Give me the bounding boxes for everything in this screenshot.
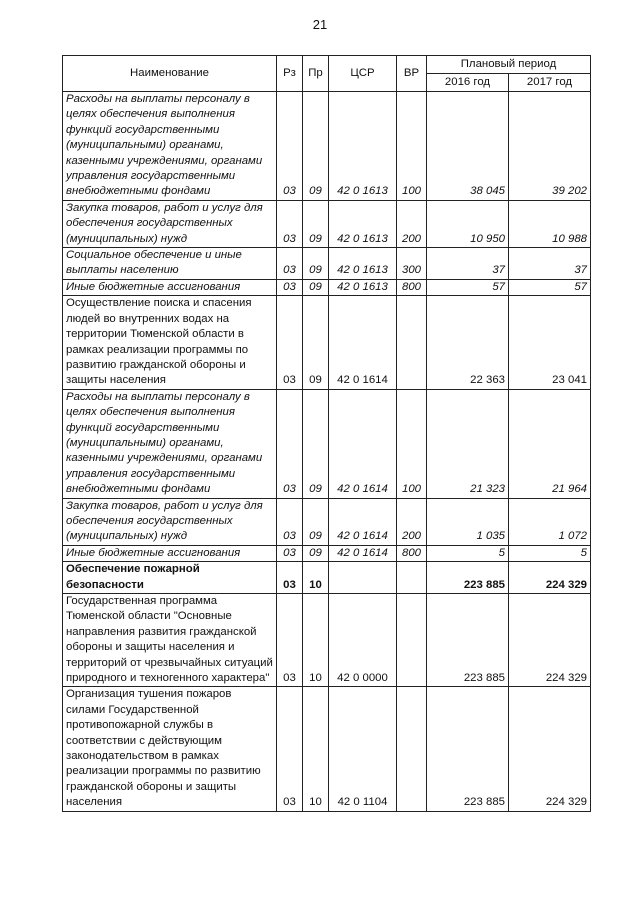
row-vr: 200 (397, 200, 427, 247)
row-2017: 57 (509, 279, 591, 295)
row-2017: 21 964 (509, 389, 591, 498)
table-row (63, 279, 591, 295)
row-csr: 42 0 1104 (329, 687, 397, 811)
row-vr: 300 (397, 248, 427, 280)
row-vr: 800 (397, 279, 427, 295)
row-rz: 03 (277, 200, 303, 247)
row-2017: 37 (509, 248, 591, 280)
row-pr: 10 (303, 594, 329, 687)
row-2016: 37 (427, 248, 509, 280)
header-csr: ЦСР (329, 56, 397, 92)
row-name: Иные бюджетные ассигнования (63, 545, 277, 561)
row-csr: 42 0 1613 (329, 92, 397, 201)
row-name: Закупка товаров, работ и услуг для обеспечения государственных (муниципальных) нужд (63, 200, 277, 247)
row-csr: 42 0 1614 (329, 498, 397, 545)
header-plan-period: Плановый период (427, 56, 591, 74)
row-rz: 03 (277, 279, 303, 295)
row-vr (397, 562, 427, 594)
table-row (63, 92, 591, 201)
header-2016: 2016 год (427, 74, 509, 92)
row-csr: 42 0 1614 (329, 389, 397, 498)
row-2016: 223 885 (427, 562, 509, 594)
row-rz: 03 (277, 594, 303, 687)
row-2016: 1 035 (427, 498, 509, 545)
row-vr: 100 (397, 92, 427, 201)
row-2016: 223 885 (427, 687, 509, 811)
table-row (63, 389, 591, 498)
table-row (63, 545, 591, 561)
row-2017: 224 329 (509, 594, 591, 687)
row-rz: 03 (277, 498, 303, 545)
row-rz: 03 (277, 389, 303, 498)
row-2016: 57 (427, 279, 509, 295)
row-2016: 5 (427, 545, 509, 561)
row-csr: 42 0 1613 (329, 248, 397, 280)
row-2017: 224 329 (509, 687, 591, 811)
row-name: Социальное обеспечение и иные выплаты населению (63, 248, 277, 280)
row-vr (397, 296, 427, 389)
table-row (63, 296, 591, 389)
header-2017: 2017 год (509, 74, 591, 92)
row-rz: 03 (277, 248, 303, 280)
row-vr (397, 687, 427, 811)
row-name: Расходы на выплаты персоналу в целях обеспечения выполнения функций государственными (муниципальными) органами, казенными учреждениями, органами управления государственными внебюджетными фондами (63, 92, 277, 201)
row-name: Иные бюджетные ассигнования (63, 279, 277, 295)
page-number: 21 (312, 17, 328, 32)
table-row (63, 498, 591, 545)
row-name: Государственная программа Тюменской области "Основные направления развития гражданской обороны и защиты населения и территорий от чрезвычайных ситуаций природного и техногенного характера" (63, 594, 277, 687)
row-rz: 03 (277, 687, 303, 811)
row-pr: 09 (303, 200, 329, 247)
row-2016: 21 323 (427, 389, 509, 498)
row-csr: 42 0 0000 (329, 594, 397, 687)
row-pr: 09 (303, 389, 329, 498)
row-2017: 39 202 (509, 92, 591, 201)
row-vr: 800 (397, 545, 427, 561)
row-name: Закупка товаров, работ и услуг для обеспечения государственных (муниципальных) нужд (63, 498, 277, 545)
row-2016: 223 885 (427, 594, 509, 687)
row-2017: 10 988 (509, 200, 591, 247)
row-csr: 42 0 1613 (329, 200, 397, 247)
header-rz: Рз (277, 56, 303, 92)
row-2017: 224 329 (509, 562, 591, 594)
row-pr: 09 (303, 296, 329, 389)
row-pr: 10 (303, 687, 329, 811)
row-pr: 10 (303, 562, 329, 594)
row-vr (397, 594, 427, 687)
row-name: Расходы на выплаты персоналу в целях обеспечения выполнения функций государственными (муниципальными) органами, казенными учреждениями, органами управления государственными внебюджетными фондами (63, 389, 277, 498)
row-pr: 09 (303, 498, 329, 545)
row-2017: 1 072 (509, 498, 591, 545)
row-vr: 200 (397, 498, 427, 545)
row-rz: 03 (277, 545, 303, 561)
header-name: Наименование (63, 56, 277, 92)
row-2016: 10 950 (427, 200, 509, 247)
row-rz: 03 (277, 296, 303, 389)
row-rz: 03 (277, 92, 303, 201)
row-pr: 09 (303, 248, 329, 280)
table-row (63, 594, 591, 687)
row-csr: 42 0 1614 (329, 296, 397, 389)
row-pr: 09 (303, 92, 329, 201)
row-csr: 42 0 1613 (329, 279, 397, 295)
table-row (63, 687, 591, 811)
header-vr: ВР (397, 56, 427, 92)
row-name: Обеспечение пожарной безопасности (63, 562, 277, 594)
row-vr: 100 (397, 389, 427, 498)
header-pr: Пр (303, 56, 329, 92)
row-csr: 42 0 1614 (329, 545, 397, 561)
row-rz: 03 (277, 562, 303, 594)
row-pr: 09 (303, 545, 329, 561)
table-row (63, 562, 591, 594)
row-2016: 38 045 (427, 92, 509, 201)
row-2017: 23 041 (509, 296, 591, 389)
budget-table (62, 55, 591, 812)
row-csr (329, 562, 397, 594)
row-name: Осуществление поиска и спасения людей во внутренних водах на территории Тюменской области в рамках реализации программы по развитию гражданской обороны и защиты населения (63, 296, 277, 389)
row-name: Организация тушения пожаров силами Государственной противопожарной службы в соответствии с действующим законодательством в рамках реализации программы по развитию гражданской обороны и защиты населения (63, 687, 277, 811)
table-row (63, 248, 591, 280)
row-2017: 5 (509, 545, 591, 561)
row-pr: 09 (303, 279, 329, 295)
row-2016: 22 363 (427, 296, 509, 389)
table-row (63, 200, 591, 247)
